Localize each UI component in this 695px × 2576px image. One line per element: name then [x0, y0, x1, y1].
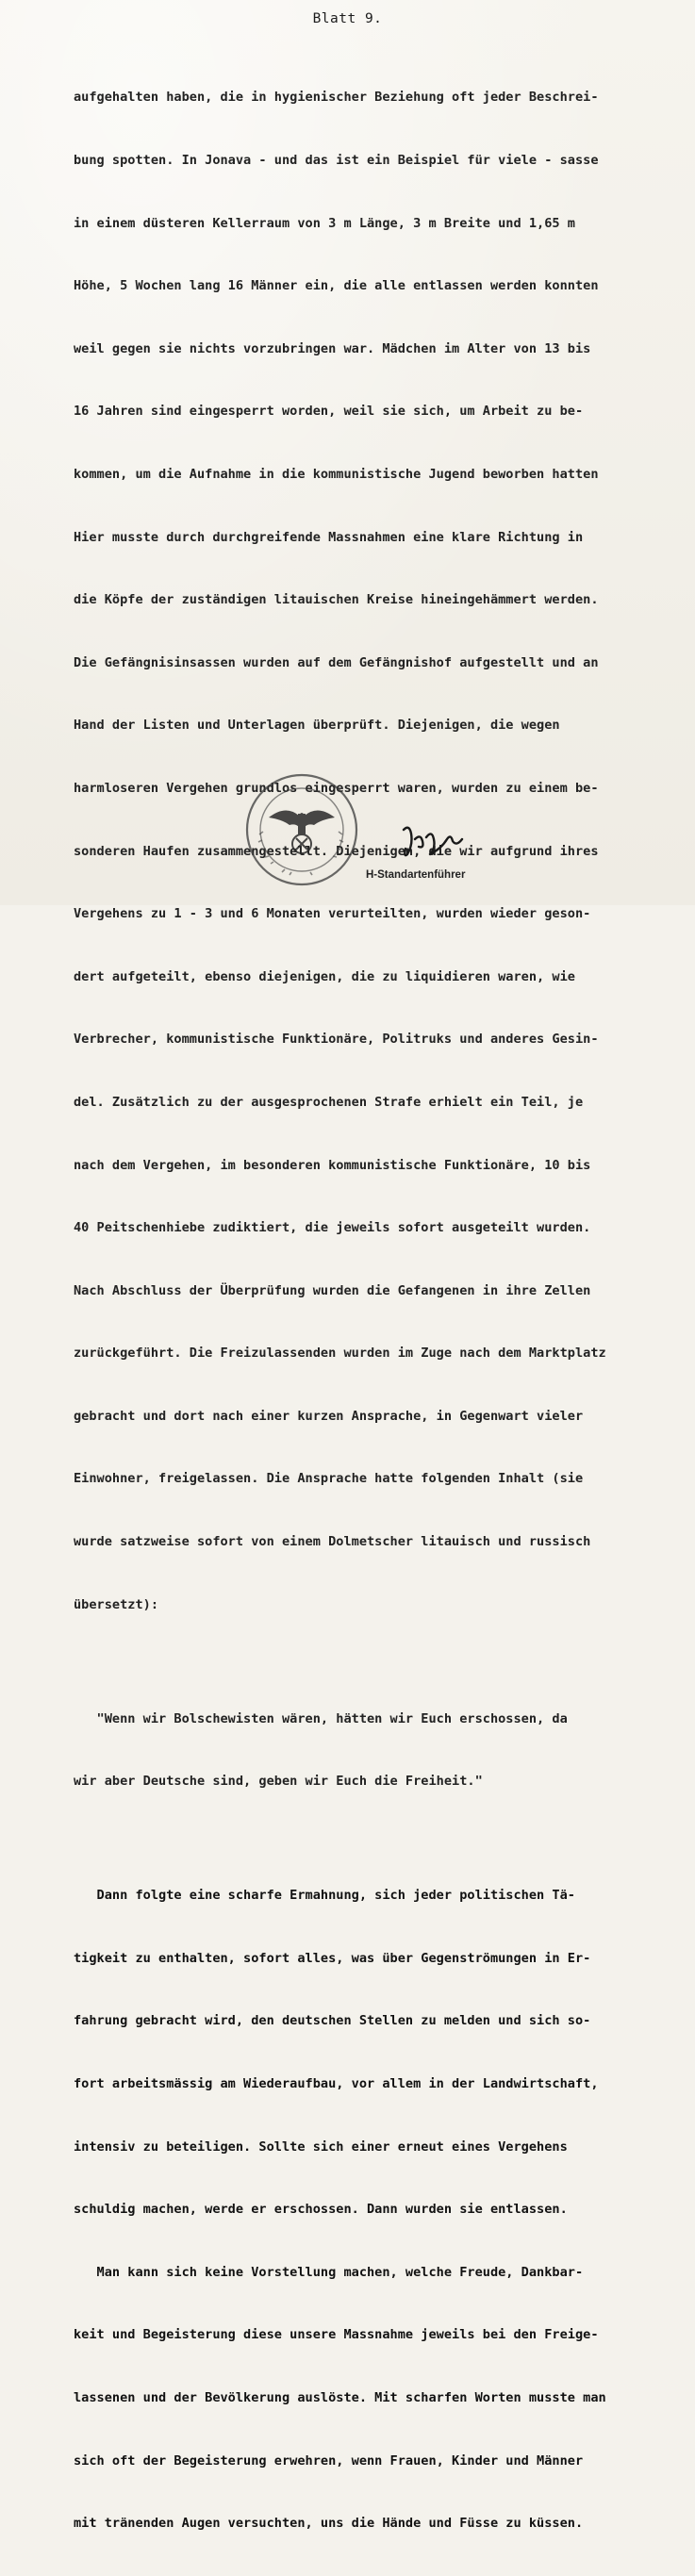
- document-body: [74, 45, 639, 2576]
- body-line: weil gegen sie nichts vorzubringen war. Mädchen im Alter von 13 bis: [74, 340, 591, 356]
- eagle-emblem-icon: [269, 810, 335, 853]
- paragraph-gap: [74, 1834, 639, 1843]
- quote-line: wir aber Deutsche sind, geben wir Euch die Freiheit.": [74, 1774, 483, 1790]
- closing-line: fort arbeitsmässig am Wiederaufbau, vor allem in der Landwirtschaft,: [74, 2076, 599, 2092]
- closing-line: Man kann sich keine Vorstellung machen, welche Freude, Dankbar-: [74, 2264, 584, 2280]
- paragraph-gap: [74, 1657, 639, 1666]
- body-line: Hier musste durch durchgreifende Massnahmen eine klare Richtung in: [74, 529, 584, 545]
- body-line: 16 Jahren sind eingesperrt worden, weil sie sich, um Arbeit zu be-: [74, 404, 584, 420]
- body-line: Einwohner, freigelassen. Die Ansprache hatte folgenden Inhalt (sie: [74, 1471, 584, 1487]
- official-stamp: [240, 768, 363, 891]
- body-line: wurde satzweise sofort von einem Dolmetscher litauisch und russisch: [74, 1534, 591, 1550]
- body-line: aufgehalten haben, die in hygienischer Beziehung oft jeder Beschrei-: [74, 90, 599, 106]
- body-line: sonderen Haufen zusammengestellt. Diejenigen, die wir aufgrund ihres: [74, 843, 599, 859]
- body-line: Höhe, 5 Wochen lang 16 Männer ein, die alle entlassen werden konnten: [74, 278, 599, 294]
- closing-line: tigkeit zu enthalten, sofort alles, was über Gegenströmungen in Er-: [74, 1950, 591, 1966]
- body-line: bung spotten. In Jonava - und das ist ein Beispiel für viele - sasse: [74, 153, 599, 168]
- body-line: nach dem Vergehen, im besonderen kommunistische Funktionäre, 10 bis: [74, 1157, 591, 1173]
- body-line: harmloseren Vergehen grundlos eingesperrt waren, wurden zu einem be-: [74, 780, 599, 796]
- body-line: die Köpfe der zuständigen litauischen Kreise hineingehämmert werden.: [74, 592, 599, 608]
- closing-line: keit und Begeisterung diese unsere Massnahme jeweils bei den Freige-: [74, 2327, 599, 2343]
- body-line: Verbrecher, kommunistische Funktionäre, Politruks und anderes Gesin-: [74, 1032, 599, 1048]
- body-line: Nach Abschluss der Überprüfung wurden die Gefangenen in ihre Zellen: [74, 1282, 591, 1298]
- body-line: zurückgeführt. Die Freizulassenden wurden im Zuge nach dem Marktplatz: [74, 1346, 606, 1362]
- closing-line: fahrung gebracht wird, den deutschen Stellen zu melden und sich so-: [74, 2013, 591, 2029]
- body-line: Die Gefängnisinsassen wurden auf dem Gefängnishof aufgestellt und an: [74, 654, 599, 670]
- closing-line: schuldig machen, werde er erschossen. Dann wurden sie entlassen.: [74, 2202, 568, 2218]
- body-line: dert aufgeteilt, ebenso diejenigen, die zu liquidieren waren, wie: [74, 968, 575, 984]
- body-line: 40 Peitschenhiebe zudiktiert, die jeweils sofort ausgeteilt wurden.: [74, 1220, 591, 1236]
- body-line: del. Zusätzlich zu der ausgesprochenen Strafe erhielt ein Teil, je: [74, 1094, 584, 1110]
- body-line: übersetzt):: [74, 1596, 159, 1612]
- closing-line: sich oft der Begeisterung erwehren, wenn Frauen, Kinder und Männer: [74, 2452, 584, 2469]
- closing-line: intensiv zu beteiligen. Sollte sich einer erneut eines Vergehens: [74, 2138, 568, 2155]
- body-line: gebracht und dort nach einer kurzen Ansprache, in Gegenwart vieler: [74, 1408, 584, 1424]
- closing-line: Dann folgte eine scharfe Ermahnung, sich jeder politischen Tä-: [74, 1888, 575, 1904]
- body-line: Vergehens zu 1 - 3 und 6 Monaten verurteilten, wurden wieder geson-: [74, 906, 591, 922]
- closing-line: mit tränenden Augen versuchten, uns die Hände und Füsse zu küssen.: [74, 2516, 584, 2532]
- body-line: in einem düsteren Kellerraum von 3 m Länge, 3 m Breite und 1,65 m: [74, 215, 575, 231]
- quote-line: "Wenn wir Bolschewisten wären, hätten wir Euch erschossen, da: [74, 1710, 568, 1726]
- body-line: kommen, um die Aufnahme in die kommunistische Jugend beworben hatten: [74, 466, 599, 482]
- body-line: Hand der Listen und Unterlagen überprüft. Diejenigen, die wegen: [74, 718, 560, 734]
- closing-line: lassenen und der Bevölkerung auslöste. Mit scharfen Worten musste man: [74, 2390, 606, 2405]
- signature-title: H-Standartenführer: [366, 869, 466, 881]
- page-label: Blatt 9.: [312, 11, 383, 26]
- handwritten-signature: [396, 820, 472, 866]
